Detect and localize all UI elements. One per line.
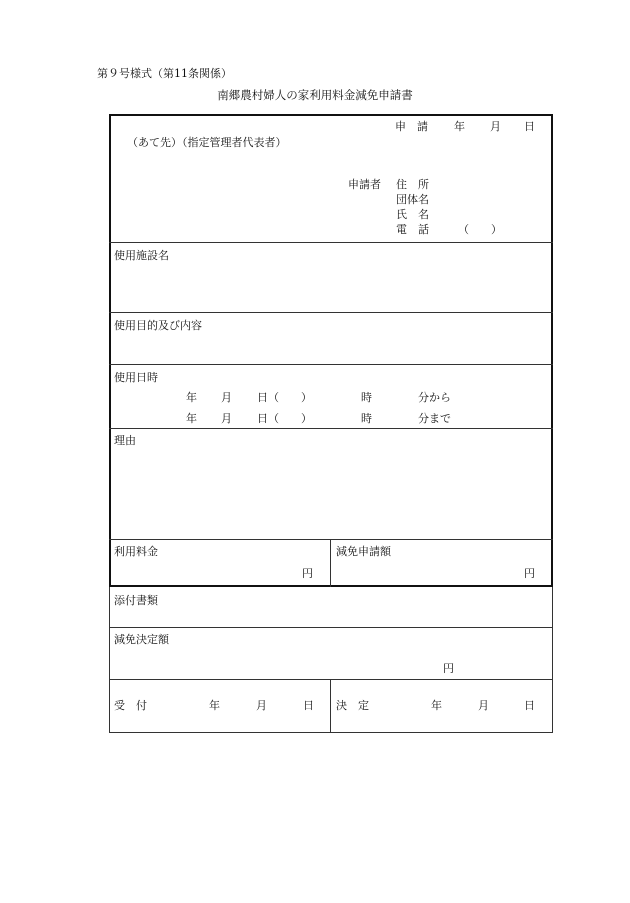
divider-datetime bbox=[109, 428, 553, 429]
divider-decision-amount bbox=[109, 679, 553, 680]
form-inner-bold-border bbox=[109, 114, 553, 587]
divider-facility bbox=[109, 312, 553, 313]
end-hour-label: 時 bbox=[361, 412, 372, 425]
fee-unit: 円 bbox=[302, 567, 313, 580]
document-title: 南郷農村婦人の家利用料金減免申請書 bbox=[217, 88, 413, 102]
end-day-label: 日（ ） bbox=[257, 412, 312, 425]
purpose-label: 使用目的及び内容 bbox=[114, 319, 202, 332]
fee-label: 利用料金 bbox=[114, 545, 158, 558]
start-day-label: 日（ ） bbox=[257, 391, 312, 404]
phone-parentheses: （ ） bbox=[458, 223, 502, 236]
receipt-day-label: 日 bbox=[303, 699, 314, 712]
phone-label: 電 話 bbox=[396, 223, 429, 236]
reduction-request-unit: 円 bbox=[524, 567, 535, 580]
end-until-label: 分まで bbox=[418, 412, 451, 425]
group-name-label: 団体名 bbox=[396, 193, 429, 206]
divider-fee-vertical bbox=[330, 539, 331, 587]
apply-day-label: 日 bbox=[524, 120, 535, 133]
apply-year-label: 年 bbox=[454, 120, 465, 133]
divider-reason bbox=[109, 539, 553, 540]
apply-date-label: 申 請 bbox=[395, 120, 428, 133]
start-month-label: 月 bbox=[221, 391, 232, 404]
receipt-year-label: 年 bbox=[209, 699, 220, 712]
decision-year-label: 年 bbox=[431, 699, 442, 712]
form-reference: 第９号様式（第11条関係） bbox=[97, 67, 232, 80]
start-from-label: 分から bbox=[418, 391, 451, 404]
decision-day-label: 日 bbox=[524, 699, 535, 712]
start-year-label: 年 bbox=[186, 391, 197, 404]
decision-month-label: 月 bbox=[478, 699, 489, 712]
divider-purpose bbox=[109, 364, 553, 365]
reduction-decision-label: 減免決定額 bbox=[114, 633, 169, 646]
reduction-request-label: 減免申請額 bbox=[336, 545, 391, 558]
receipt-label: 受 付 bbox=[114, 699, 147, 712]
attachments-label: 添付書類 bbox=[114, 594, 158, 607]
divider-header bbox=[109, 242, 553, 243]
applicant-label: 申請者 bbox=[348, 178, 381, 191]
reduction-decision-unit: 円 bbox=[443, 662, 454, 675]
name-label: 氏 名 bbox=[396, 208, 429, 221]
address-label: 住 所 bbox=[396, 178, 429, 191]
end-month-label: 月 bbox=[221, 412, 232, 425]
usage-datetime-label: 使用日時 bbox=[114, 371, 158, 384]
addressee-label: （あて先）（指定管理者代表者） bbox=[127, 136, 287, 149]
apply-month-label: 月 bbox=[490, 120, 501, 133]
end-year-label: 年 bbox=[186, 412, 197, 425]
divider-attachments bbox=[109, 627, 553, 628]
facility-label: 使用施設名 bbox=[114, 249, 169, 262]
reason-label: 理由 bbox=[114, 434, 136, 447]
divider-receipt-vertical bbox=[330, 679, 331, 733]
decision-label: 決 定 bbox=[336, 699, 369, 712]
receipt-month-label: 月 bbox=[256, 699, 267, 712]
start-hour-label: 時 bbox=[361, 391, 372, 404]
